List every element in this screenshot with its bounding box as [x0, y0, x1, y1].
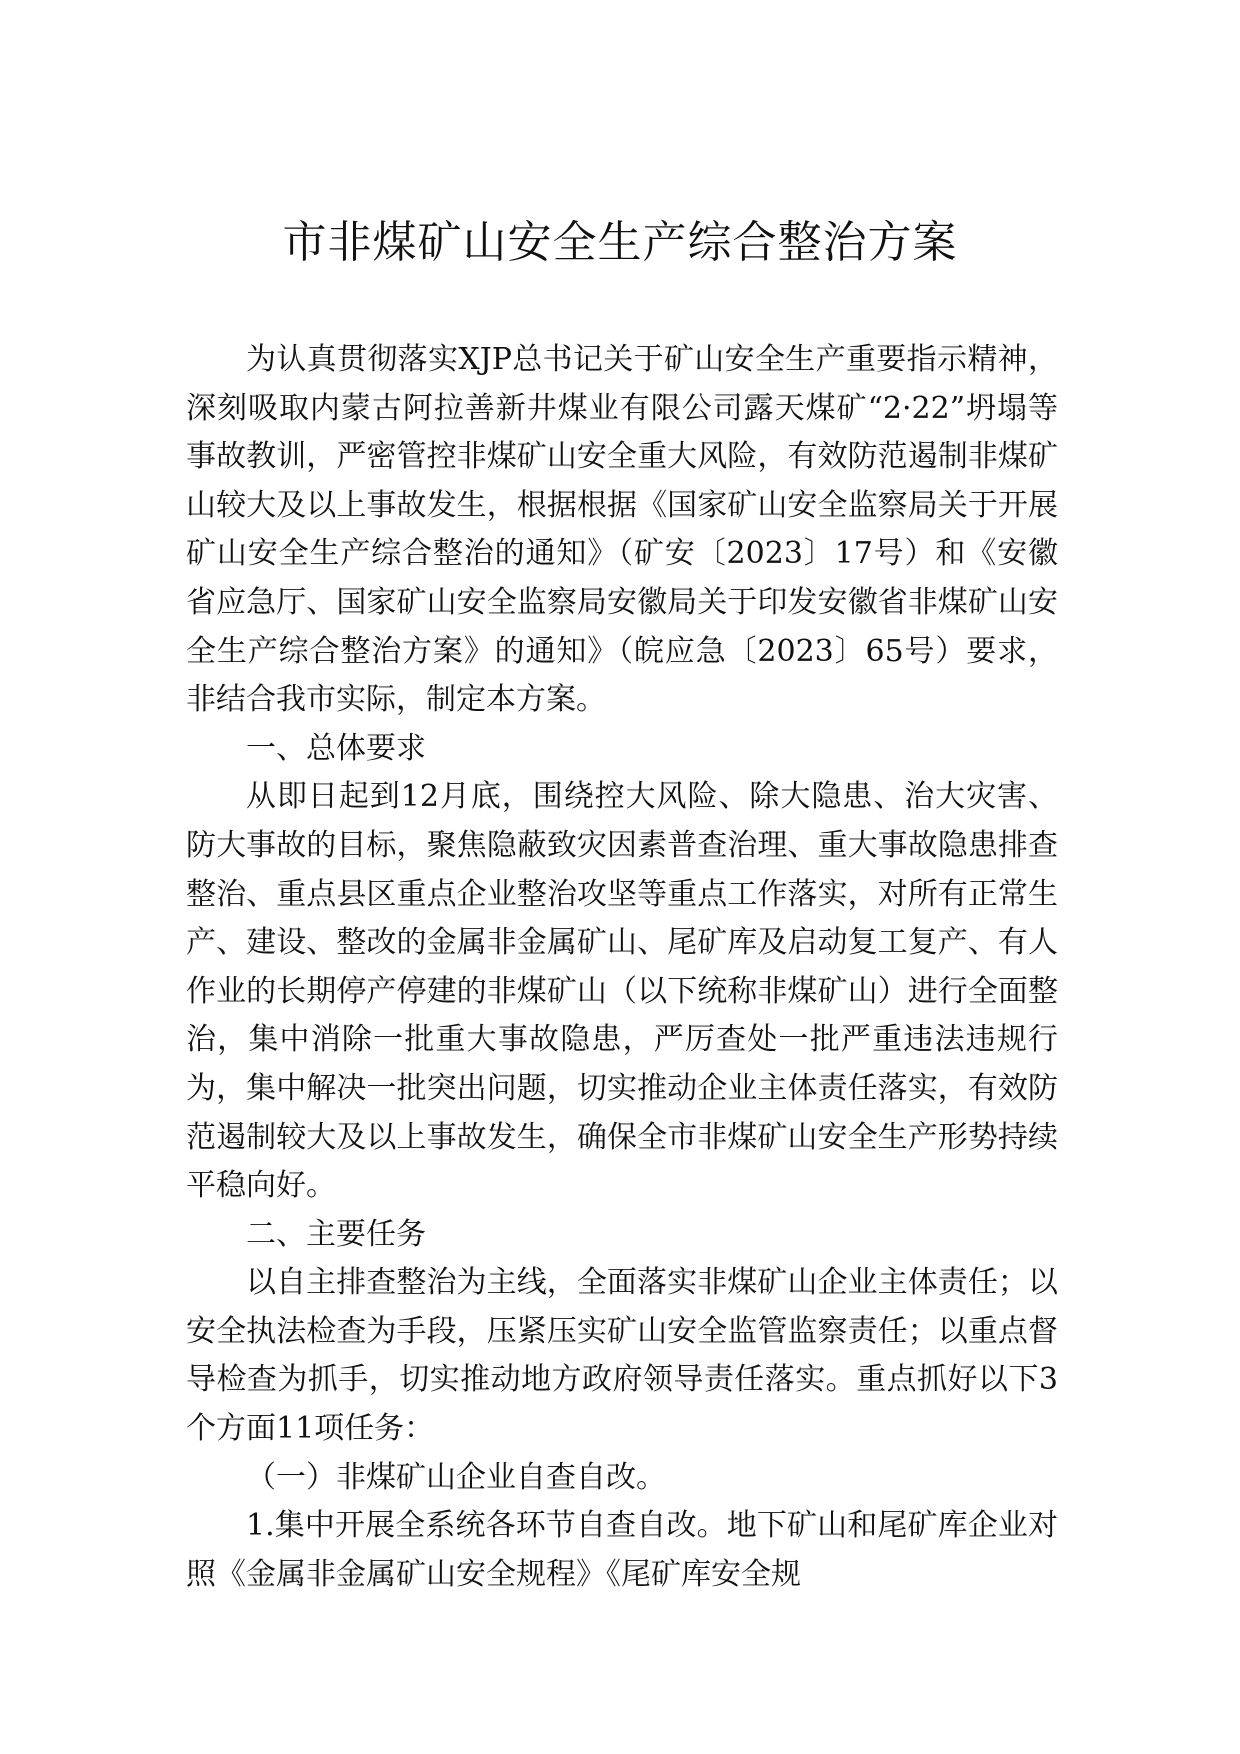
intro-paragraph: 为认真贯彻落实XJP总书记关于矿山安全生产重要指示精神，深刻吸取内蒙古阿拉善新井煤业有限公司露天煤矿“2·22”坍塌等事故教训，严密管控非煤矿山安全重大风险，有效防范遏制非煤矿山较大及以上事故发生，根据根据《国家矿山安全监察局关于开展矿山安全生产综合整治的通知》（矿安〔2023〕17号）和《安徽省应急厅、国家矿山安全监察局安徽局关于印发安徽省非煤矿山安全生产综合整治方案》的通知》（皖应急〔2023〕65号）要求，非结合我市实际，制定本方案。 — [186, 342, 1058, 718]
main-tasks-paragraph: 以自主排查整治为主线，全面落实非煤矿山企业主体责任；以安全执法检查为手段，压紧压实矿山安全监管监察责任；以重点督导检查为抓手，切实推动地方政府领导责任落实。重点抓好以下3个方面11项任务： — [186, 1265, 1058, 1447]
task-item-1-paragraph: 1.集中开展全系统各环节自查自改。地下矿山和尾矿库企业对照《金属非金属矿山安全规程》《尾矿库安全规 — [186, 1508, 1058, 1592]
document-body — [186, 336, 1058, 1599]
subsection-heading-self-inspection: （一）非煤矿山企业自查自改。 — [246, 1459, 666, 1495]
section-heading-main-tasks: 二、主要任务 — [246, 1216, 426, 1252]
document-title: 市非煤矿山安全生产综合整治方案 — [282, 217, 958, 268]
general-requirements-paragraph: 从即日起到12月底，围绕控大风险、除大隐患、治大灾害、防大事故的目标，聚焦隐蔽致灾因素普查治理、重大事故隐患排查整治、重点县区重点企业整治攻坚等重点工作落实，对所有正常生产、建设、整改的金属非金属矿山、尾矿库及启动复工复产、有人作业的长期停产停建的非煤矿山（以下统称非煤矿山）进行全面整治，集中消除一批重大事故隐患，严厉查处一批严重违法违规行为，集中解决一批突出问题，切实推动企业主体责任落实，有效防范遏制较大及以上事故发生，确保全市非煤矿山安全生产形势持续平稳向好。 — [186, 779, 1058, 1204]
section-heading-general-requirements: 一、总体要求 — [246, 730, 426, 766]
